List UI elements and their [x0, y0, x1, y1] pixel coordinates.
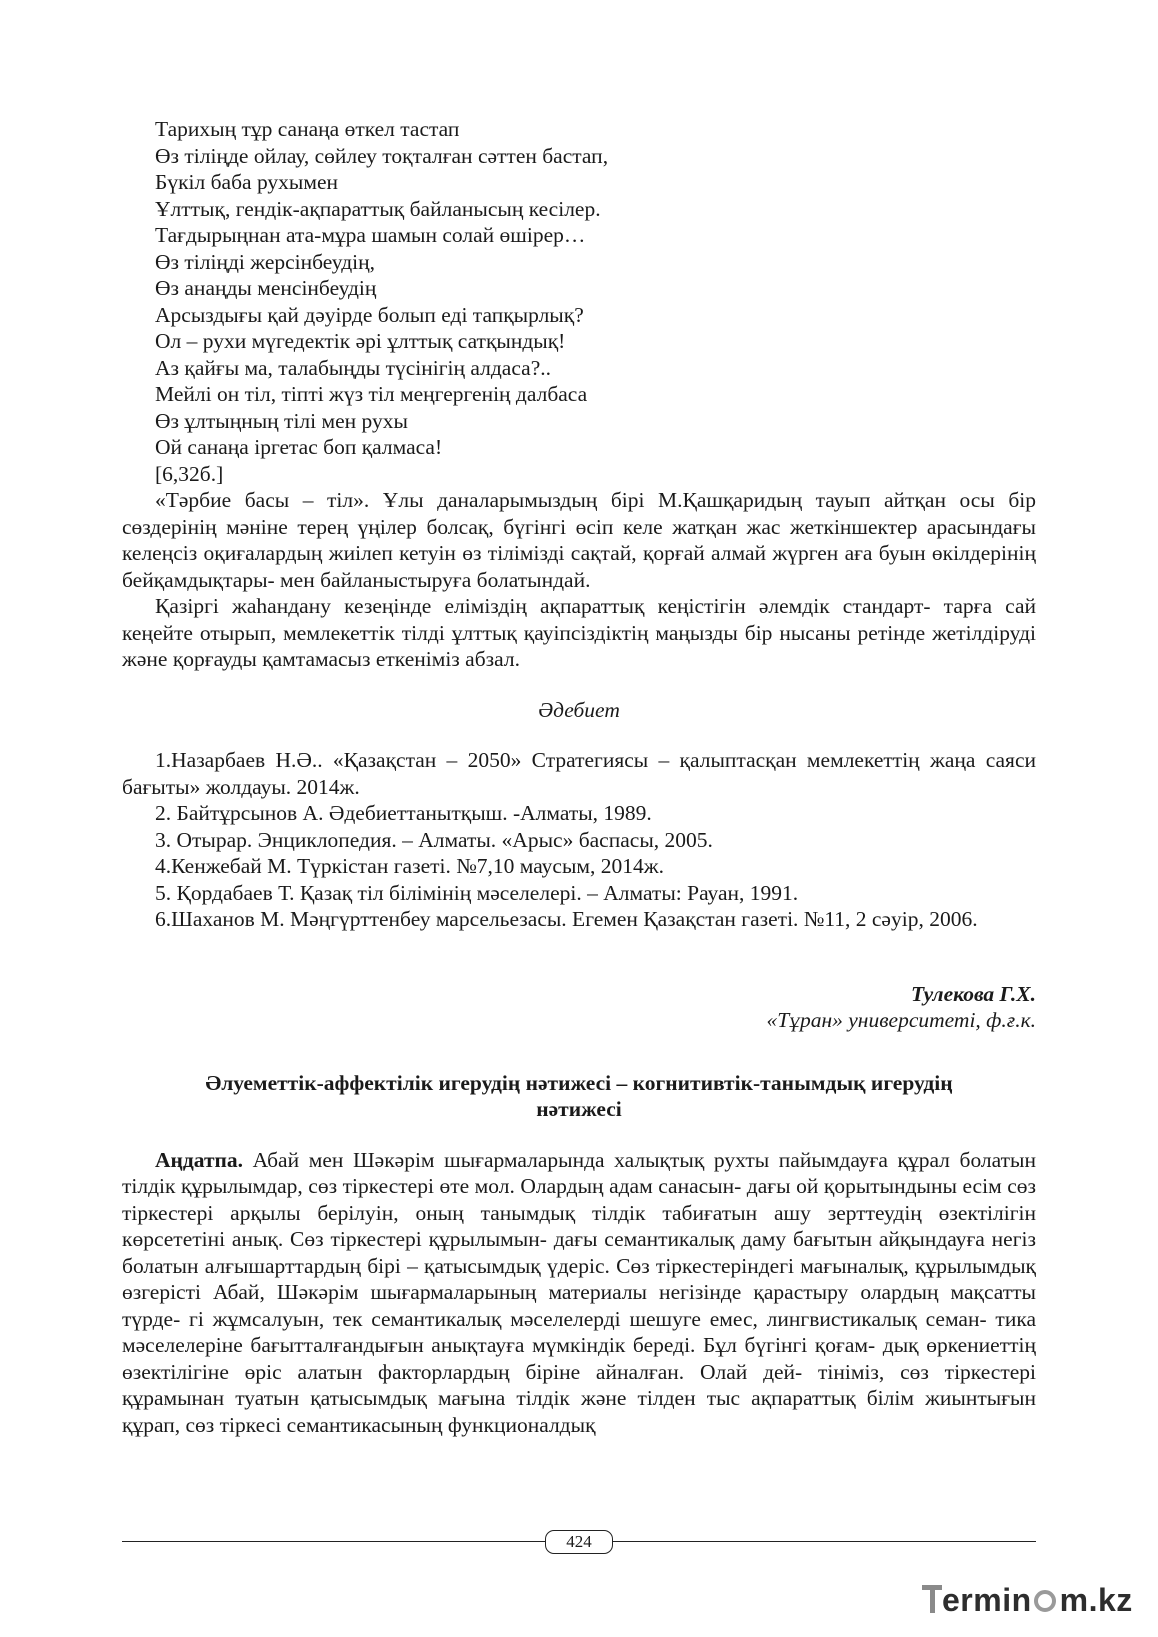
abstract-text: Абай мен Шәкәрім шығармаларында халықтық рухты пайымдауға құрал болатын тілдік құрылымдар, сөз тіркестері өте мол. Олардың адам санасын- дағы ой қорытындыны есім сөз тіркестері арқылы берілуін, оның танымдық тілдік табиғатын ашу зерттеудің өзектілігін көрсететіні анық. Сөз тіркестері құрылымын- дағы семантикалық даму бағытын айқындауға негіз болатын алғышарттардың бірі – қатысымдық үдеріс. Сөз тіркестеріндегі мағыналық, құрылымдық өзгерісті Абай, Шәкәрім шығармаларының материалы негізінде қарастыру олардың мақсатты түрде- гі жұмсалуын, тек семантикалық мәселелерді шешуге емес, лингвистикалық семан- тика мәселелеріне бағытталғандығын анықтауға мүмкіндік береді. Бұл бүгінгі қоғам- дық өркениеттің өзектілігіне өріс алатын факторлардың біріне айналған. Олай дей- тініміз, сөз тіркестері құрамынан туатын қатысымдық мағына тілдік және тілден тыс ақпараттық білім жиынтығын құрап, сөз тіркесі семантикасының функционалдық	[122, 1147, 1036, 1437]
reference-item: 1.Назарбаев Н.Ә.. «Қазақстан – 2050» Стратегиясы – қалыптасқан мемлекеттің жаңа саяси бағыты» жолдауы. 2014ж.	[122, 748, 1036, 799]
watermark-part1: ermin	[942, 1582, 1032, 1618]
page-number: 424	[545, 1530, 613, 1554]
reference-item: 3. Отырар. Энциклопедия. – Алматы. «Арыс» баспасы, 2005.	[155, 827, 713, 852]
poem-line: Ұлттық, гендік-ақпараттық байланысың кесілер.	[155, 196, 601, 221]
poem-line: Өз тіліңді жерсінбеудің,	[155, 249, 375, 274]
poem-line: Өз ұлтыңның тілі мен рухы	[155, 408, 408, 433]
poem-line: Тарихың тұр санаңа өткел тастап	[155, 117, 460, 141]
t-logo-icon	[922, 1583, 942, 1615]
abstract-paragraph	[122, 1147, 1036, 1439]
poem-line: Ол – рухи мүгедектік әрі ұлттық сатқындық!	[155, 329, 566, 353]
author-block	[122, 981, 1036, 1034]
poem-line: Бүкіл баба рухымен	[155, 170, 339, 194]
poem-line: Өз тілiңде ойлау, сөйлеу тоқталған сәттен бастап,	[155, 143, 609, 168]
site-watermark	[922, 1582, 1140, 1626]
author-affiliation: «Тұран» университеті, ф.ғ.к.	[766, 1008, 1036, 1032]
article-title: Әлуеметтік-аффектілік игерудің нәтижесі – когнитивтік-танымдық игерудің нәтижесі	[205, 1070, 953, 1121]
poem-line: Тағдырыңнан ата-мұра шамын солай өшірер…	[155, 223, 586, 247]
poem-line: Арсыздығы қай дәуірде болып еді тапқырлық?	[155, 302, 584, 327]
body-paragraph: «Тәрбие басы – тіл». Ұлы даналарымыздың бірі М.Қашқаридың тауып айтқан осы бір сөздерінің мәніне терең үңілер болсақ, бүгінгі өсіп келе жатқан жас жеткіншектер арасындағы келеңсіз оқиғалардың жиілеп кетуін өз тілімізді сақтай, қорғай алмай жүрген аға буын өкілдерінің бейқамдықтары- мен байланыстыруға болатындай.	[122, 488, 1036, 592]
references-list	[122, 747, 1036, 933]
poem-line: Ой санаңа іргетас боп қалмаса!	[155, 435, 443, 459]
reference-item: 4.Кенжебай М. Түркістан газеті. №7,10 маусым, 2014ж.	[155, 854, 664, 878]
reference-item: 2. Байтұрсынов А. Әдебиеттанытқыш. -Алматы, 1989.	[155, 801, 652, 825]
magnifier-o-icon	[1033, 1588, 1059, 1614]
page-content	[122, 116, 1036, 1438]
poem-line: Аз қайғы ма, талабыңды түсінігің алдаса?..	[155, 355, 551, 380]
watermark-part2: m.kz	[1059, 1582, 1133, 1618]
reference-item: 6.Шаханов М. Мәңгүрттенбеу марсельезасы. Егемен Қазақстан газеті. №11, 2 сәуір, 2006.	[155, 907, 978, 931]
reference-item: 5. Қордабаев Т. Қазақ тіл білімінің мәселелері. – Алматы: Рауан, 1991.	[155, 880, 799, 905]
abstract-lead: Аңдатпа.	[155, 1147, 244, 1172]
poem-citation: [6,32б.]	[155, 461, 224, 486]
references-heading: Әдебиет	[538, 697, 620, 722]
poem-line: Мейлі он тіл, тіпті жүз тіл меңгергенің далбаса	[155, 382, 588, 406]
body-paragraph: Қазіргі жаһандану кезеңінде еліміздің ақпараттық кеңістігін әлемдік стандарт- тарға сай кеңейте отырып, мемлекеттік тілді ұлттық қауіпсіздіктің маңызды бір нысаны ретінде жетілдіруді және қорғауды қамтамасыз еткеніміз абзал.	[122, 594, 1036, 671]
poem-line: Өз анаңды менсінбеудің	[155, 276, 377, 300]
author-name: Тулекова Г.Х.	[910, 981, 1036, 1006]
poem	[122, 116, 1036, 487]
